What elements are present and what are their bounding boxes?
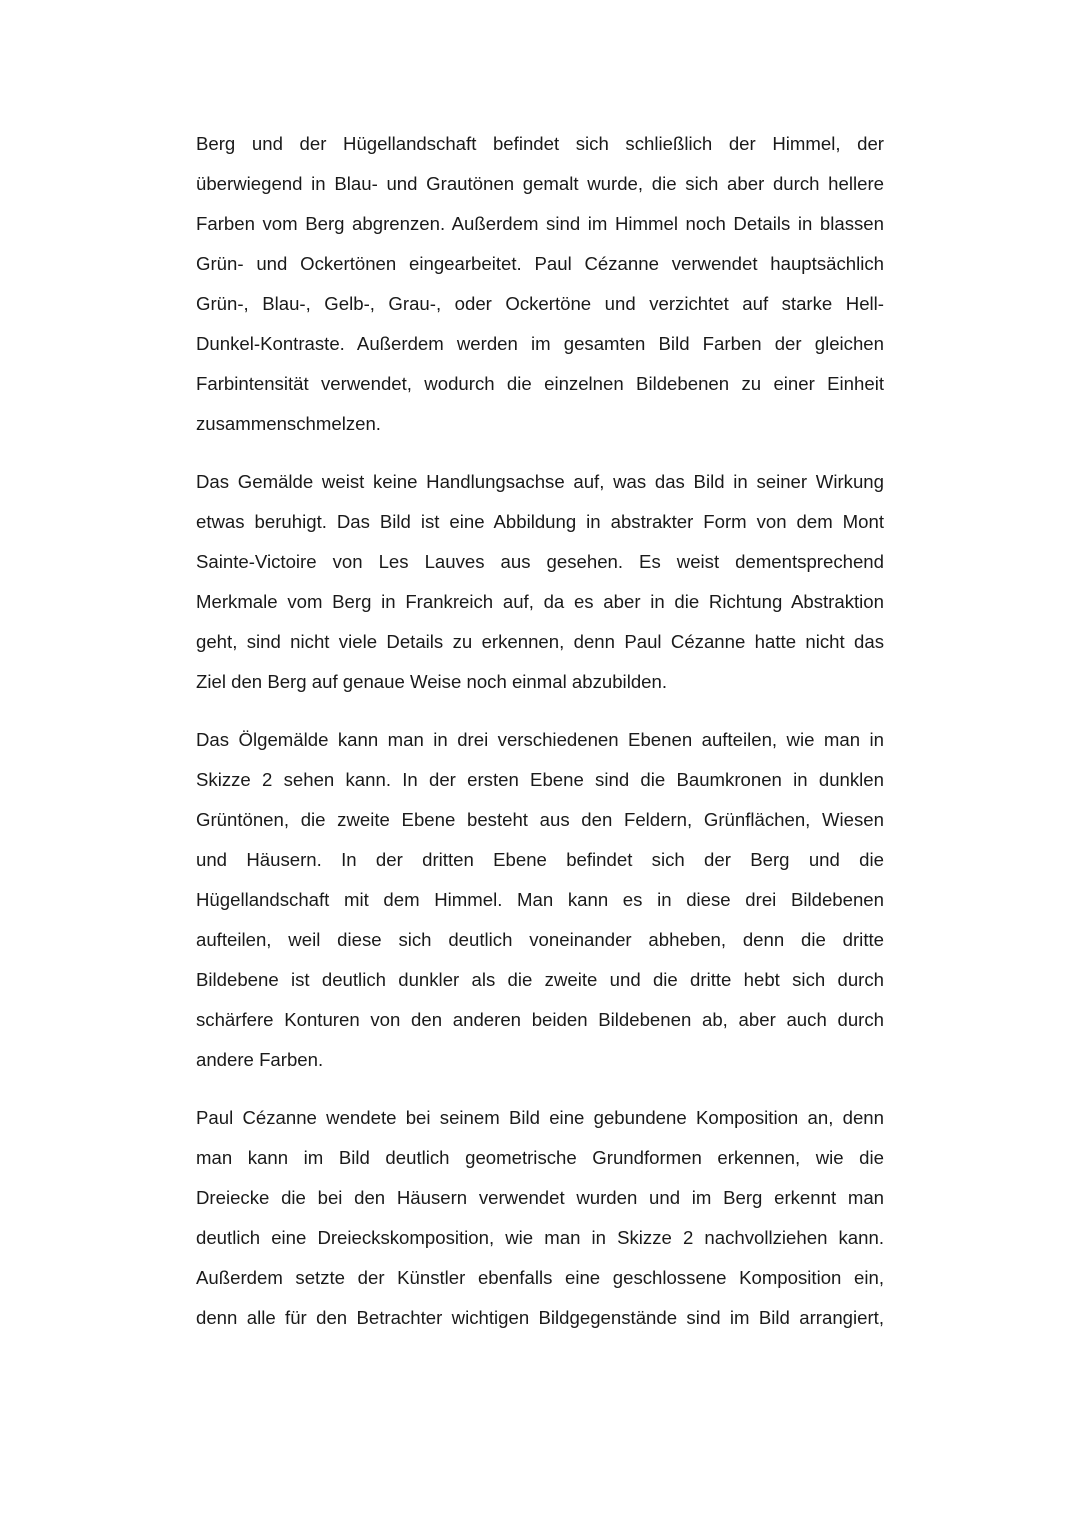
text-line: Ziel den Berg auf genaue Weise noch einmal abzubilden. — [196, 671, 668, 692]
text-line: aufteilen, weil diese sich deutlich voneinander abheben, denn die dritte — [196, 929, 884, 950]
paragraph-gap — [196, 444, 884, 462]
text-line: Farbintensität verwendet, wodurch die einzelnen Bildebenen zu einer Einheit — [196, 373, 884, 394]
text-line: überwiegend in Blau- und Grautönen gemalt wurde, die sich aber durch hellere — [196, 173, 884, 194]
text-line: etwas beruhigt. Das Bild ist eine Abbildung in abstrakter Form von dem Mont — [196, 511, 884, 532]
paragraph — [196, 720, 884, 1080]
text-line: und Häusern. In der dritten Ebene befindet sich der Berg und die — [196, 849, 884, 870]
text-line: man kann im Bild deutlich geometrische Grundformen erkennen, wie die — [196, 1147, 884, 1168]
paragraph-gap — [196, 702, 884, 720]
text-line: denn alle für den Betrachter wichtigen Bildgegenstände sind im Bild arrangiert, — [196, 1307, 884, 1328]
text-line: Skizze 2 sehen kann. In der ersten Ebene sind die Baumkronen in dunklen — [196, 769, 884, 790]
text-line: Dunkel-Kontraste. Außerdem werden im gesamten Bild Farben der gleichen — [196, 333, 884, 354]
paragraph — [196, 462, 884, 702]
text-line: Grün-, Blau-, Gelb-, Grau-, oder Ockertöne und verzichtet auf starke Hell- — [196, 293, 884, 314]
body-text — [196, 124, 884, 1338]
text-line: schärfere Konturen von den anderen beiden Bildebenen ab, aber auch durch — [196, 1009, 884, 1030]
text-line: Merkmale vom Berg in Frankreich auf, da es aber in die Richtung Abstraktion — [196, 591, 884, 612]
text-line: geht, sind nicht viele Details zu erkennen, denn Paul Cézanne hatte nicht das — [196, 631, 884, 652]
text-line: deutlich eine Dreieckskomposition, wie man in Skizze 2 nachvollziehen kann. — [196, 1227, 884, 1248]
text-line: zusammenschmelzen. — [196, 413, 381, 434]
paragraph — [196, 1098, 884, 1338]
text-line: Außerdem setzte der Künstler ebenfalls eine geschlossene Komposition ein, — [196, 1267, 884, 1288]
text-line: Hügellandschaft mit dem Himmel. Man kann es in diese drei Bildebenen — [196, 889, 884, 910]
paragraph — [196, 124, 884, 444]
text-line: Bildebene ist deutlich dunkler als die zweite und die dritte hebt sich durch — [196, 969, 884, 990]
text-line: Paul Cézanne wendete bei seinem Bild eine gebundene Komposition an, denn — [196, 1107, 884, 1128]
text-line: Grüntönen, die zweite Ebene besteht aus den Feldern, Grünflächen, Wiesen — [196, 809, 884, 830]
text-line: Farben vom Berg abgrenzen. Außerdem sind im Himmel noch Details in blassen — [196, 213, 884, 234]
text-line: Grün- und Ockertönen eingearbeitet. Paul Cézanne verwendet hauptsächlich — [196, 253, 884, 274]
text-line: andere Farben. — [196, 1049, 324, 1070]
text-line: Das Ölgemälde kann man in drei verschiedenen Ebenen aufteilen, wie man in — [196, 729, 884, 750]
text-line: Das Gemälde weist keine Handlungsachse auf, was das Bild in seiner Wirkung — [196, 471, 884, 492]
text-line: Dreiecke die bei den Häusern verwendet wurden und im Berg erkennt man — [196, 1187, 884, 1208]
text-line: Sainte-Victoire von Les Lauves aus gesehen. Es weist dementsprechend — [196, 551, 884, 572]
text-line: Berg und der Hügellandschaft befindet sich schließlich der Himmel, der — [196, 133, 884, 154]
paragraph-gap — [196, 1080, 884, 1098]
